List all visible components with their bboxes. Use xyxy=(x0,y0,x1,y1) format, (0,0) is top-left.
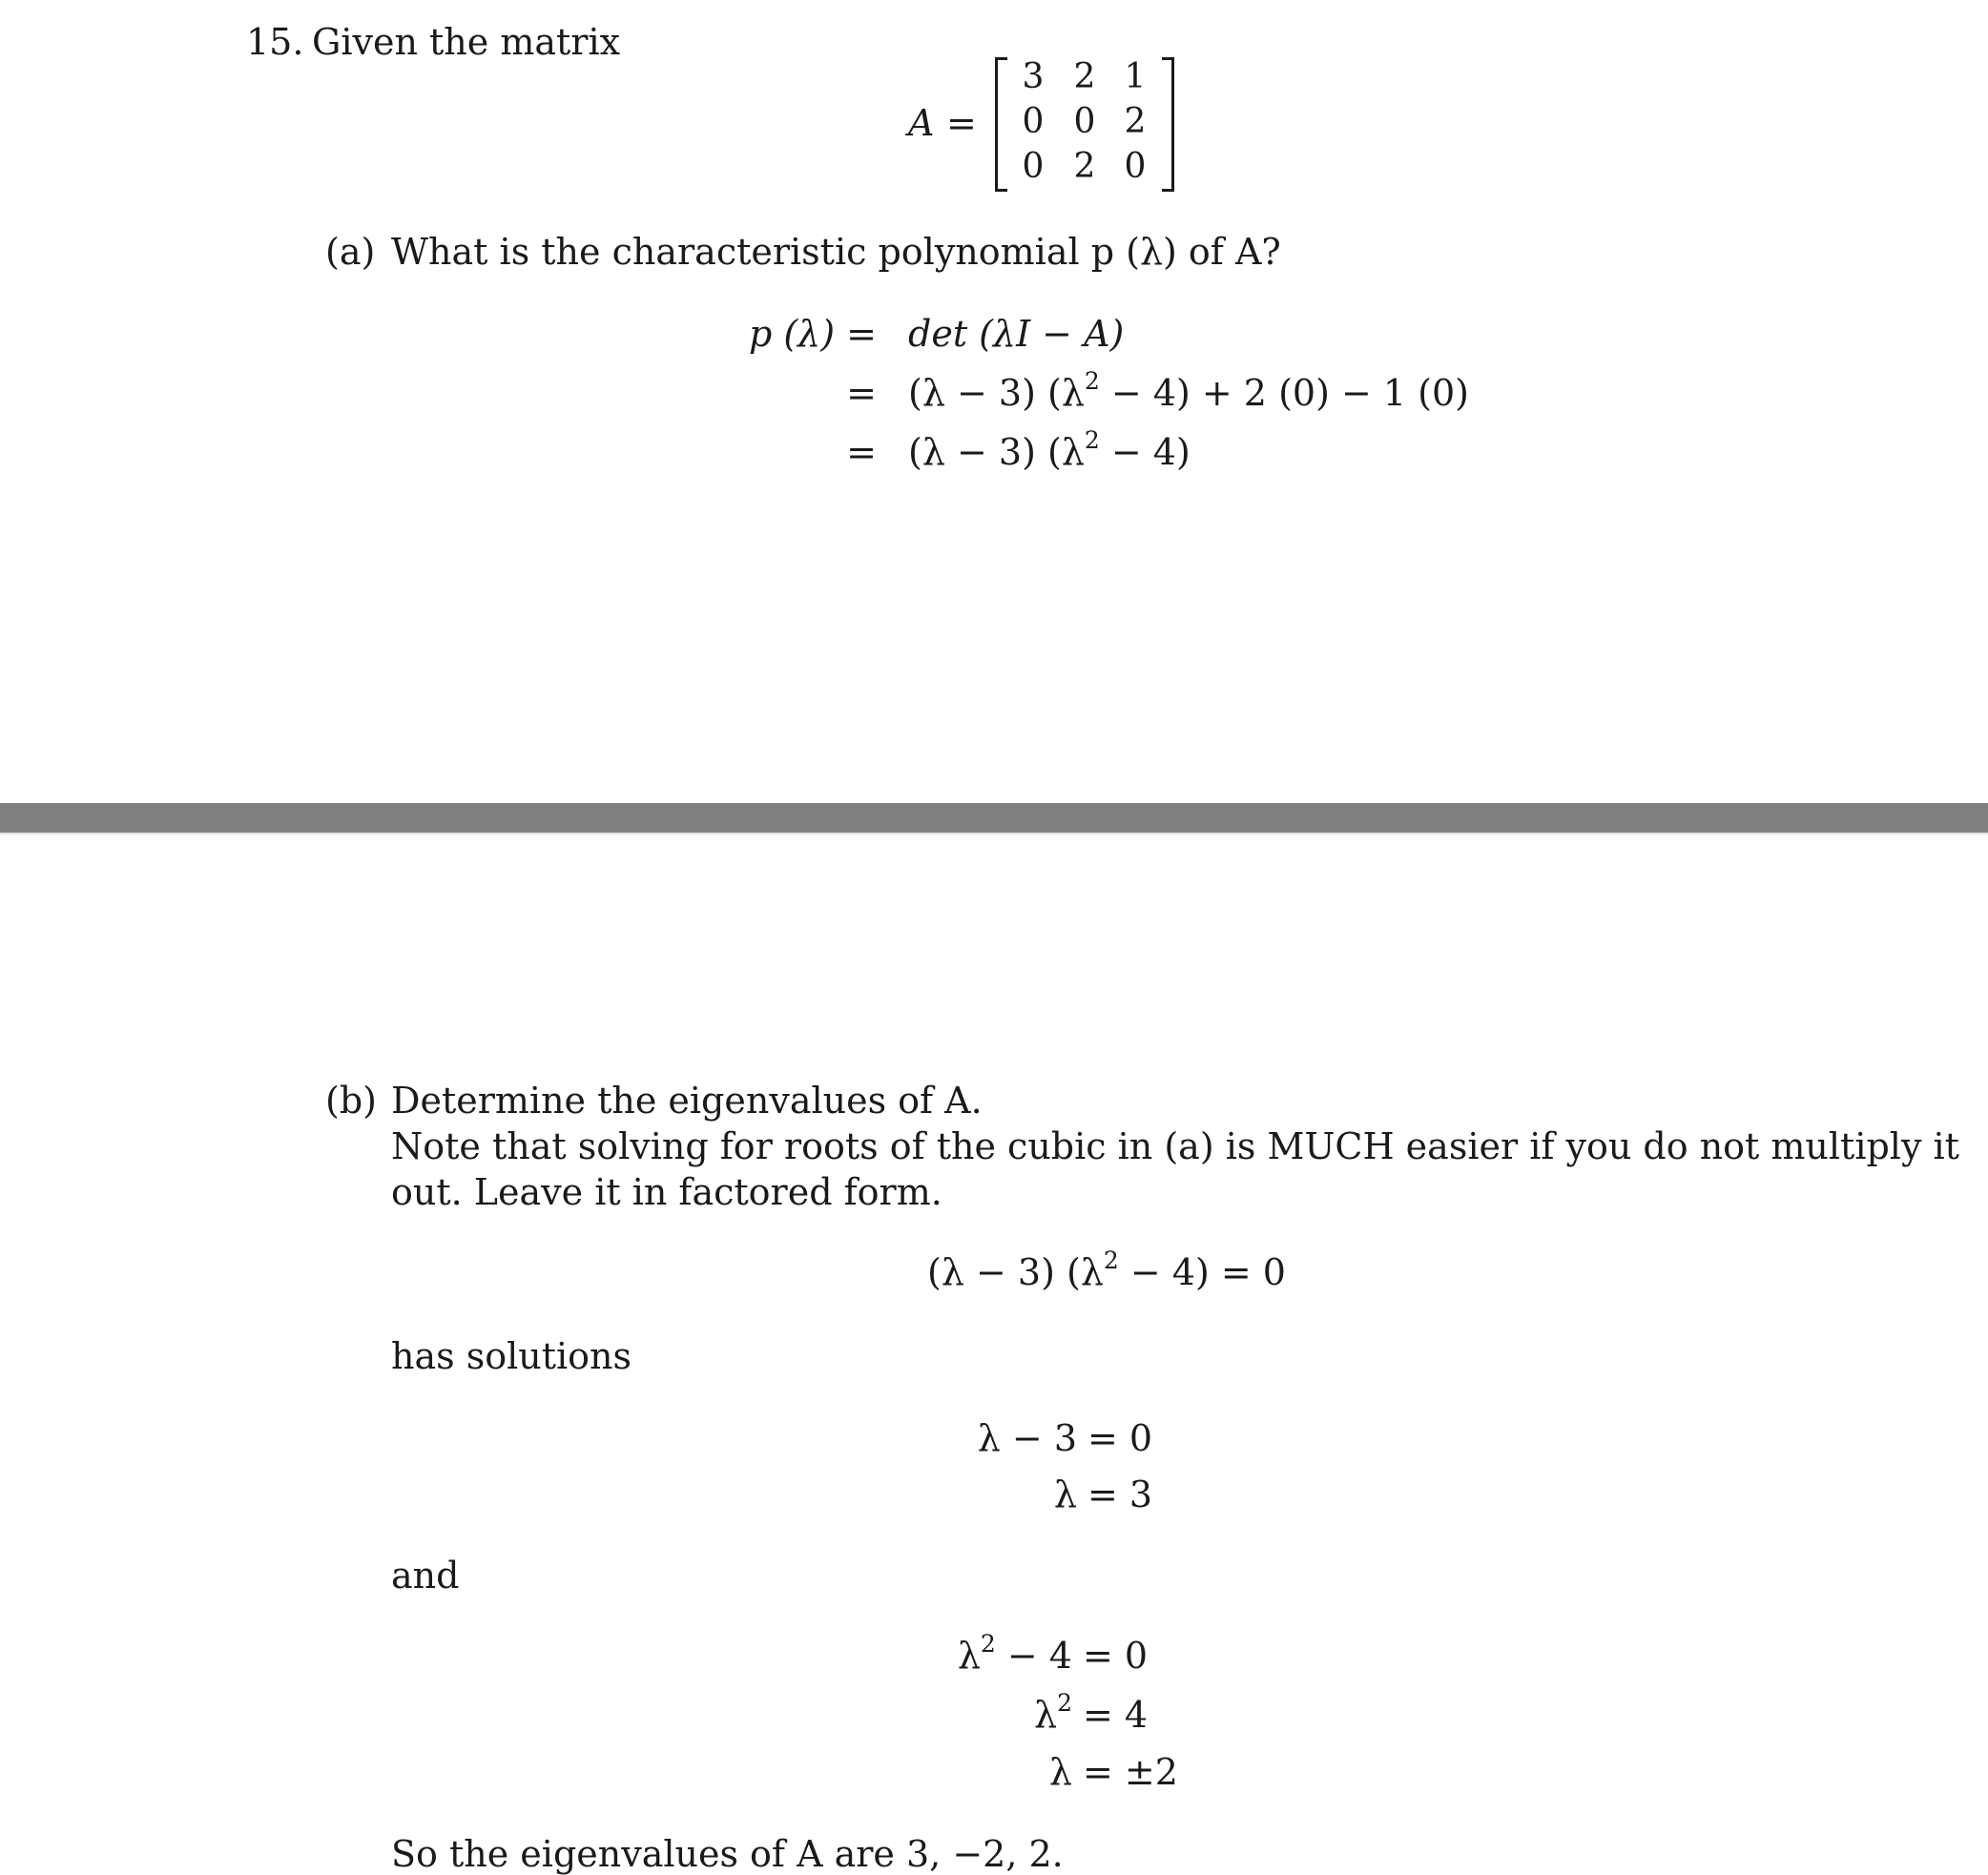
part-b-label: (b) xyxy=(325,1080,377,1122)
matrix-cell: 0 xyxy=(1022,102,1045,141)
page-divider-edge xyxy=(0,833,1988,834)
derivation-lhs: p (λ) = xyxy=(748,313,877,355)
solution-lhs: $\lambda^2 - 4$ xyxy=(957,1630,1072,1677)
conclusion-text: So the eigenvalues of A are 3, −2, 2. xyxy=(391,1833,1064,1875)
solution-rhs: = 0 xyxy=(1087,1417,1153,1459)
matrix-cell: 2 xyxy=(1124,102,1147,141)
solution-lhs: λ xyxy=(1048,1751,1072,1793)
matrix-cell: 0 xyxy=(1073,102,1096,141)
derivation-rhs: (λ − 3) $(\lambda^2 - 4) + 2$ (0) − 1 (0) xyxy=(908,367,1469,414)
part-b-question-line1: Determine the eigenvalues of A. xyxy=(391,1080,983,1122)
solution-rhs: = 4 xyxy=(1083,1694,1149,1736)
part-a-question: What is the characteristic polynomial p (λ) of A? xyxy=(391,231,1281,273)
derivation-rhs: det (λI − A) xyxy=(908,313,1125,355)
derivation-lhs: = xyxy=(846,431,877,473)
page-divider xyxy=(0,803,1988,833)
solution-lhs: λ − 3 xyxy=(977,1417,1077,1459)
matrix-cell: 2 xyxy=(1073,147,1096,186)
matrix-cell: 1 xyxy=(1124,57,1147,96)
solution-rhs: = 3 xyxy=(1087,1473,1153,1515)
problem-number: 15. xyxy=(246,21,304,63)
part-a-label: (a) xyxy=(325,231,376,273)
matrix-left-bracket xyxy=(995,57,1007,192)
and-text: and xyxy=(391,1555,460,1597)
matrix-cell: 3 xyxy=(1022,57,1045,96)
derivation-lhs: = xyxy=(846,372,877,414)
solution-rhs: = ±2 xyxy=(1083,1751,1178,1793)
matrix-cell: 2 xyxy=(1073,57,1096,96)
has-solutions-text: has solutions xyxy=(391,1335,632,1377)
matrix-right-bracket xyxy=(1162,57,1174,192)
derivation-rhs: (λ − 3) $(\lambda^2 - 4)$ xyxy=(908,426,1191,473)
part-b-question-line2: Note that solving for roots of the cubic in (a) is MUCH easier if you do not multiply it xyxy=(391,1125,1959,1167)
problem-intro: Given the matrix xyxy=(312,21,621,63)
part-b-question-line3: out. Leave it in factored form. xyxy=(391,1171,942,1213)
solution-rhs: = 0 xyxy=(1083,1635,1149,1677)
solution-lhs: λ xyxy=(1053,1473,1077,1515)
main-equation: (λ − 3) $(\lambda^2 - 4) = 0$ xyxy=(927,1247,1286,1293)
matrix-label: A xyxy=(908,102,935,144)
matrix-cell: 0 xyxy=(1022,147,1045,186)
matrix-cell: 0 xyxy=(1124,147,1147,186)
solution-lhs: $\lambda^2$ xyxy=(1034,1689,1072,1736)
matrix-equals: = xyxy=(946,102,977,144)
